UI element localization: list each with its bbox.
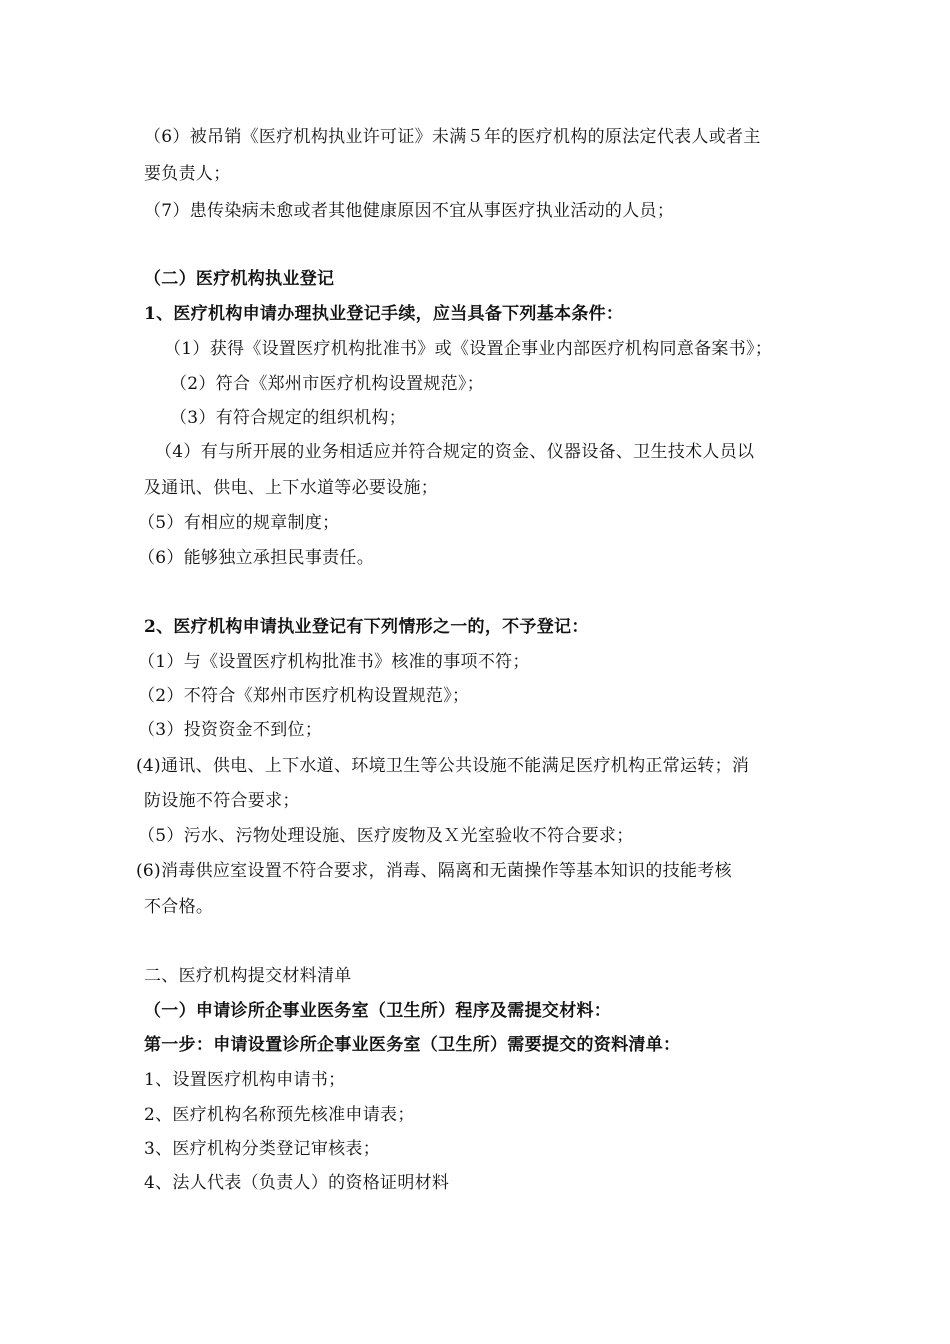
step-title: 第一步：申请设置诊所企事业医务室（卫生所）需要提交的资料清单：: [144, 1035, 681, 1055]
list-item: 1、设置医疗机构申请书；: [144, 1070, 346, 1090]
list-item: 防设施不符合要求；: [144, 791, 300, 811]
section-heading: （二）医疗机构执业登记: [144, 269, 335, 289]
list-item: （3）有符合规定的组织机构；: [170, 408, 407, 428]
list-item: （5）有相应的规章制度；: [138, 513, 340, 533]
list-item: （5）污水、污物处理设施、医疗废物及Ｘ光室验收不符合要求；: [138, 826, 634, 846]
subsection-title: 2、医疗机构申请执业登记有下列情形之一的，不予登记：: [144, 617, 589, 637]
list-item: （2）符合《郑州市医疗机构设置规范》；: [170, 374, 485, 394]
list-item: （1）获得《设置医疗机构批准书》或《设置企事业内部医疗机构同意备案书》；: [164, 339, 773, 359]
paragraph-line: 要负责人；: [144, 164, 231, 184]
list-item: （1）与《设置医疗机构批准书》核准的事项不符；: [138, 652, 530, 672]
subsection-title: 1、医疗机构申请办理执业登记手续，应当具备下列基本条件：: [144, 304, 624, 324]
list-item: 及通讯、供电、上下水道等必要设施；: [144, 478, 439, 498]
list-item: 4、法人代表（负责人）的资格证明材料: [144, 1173, 450, 1193]
list-item: （4）有与所开展的业务相适应并符合规定的资金、仪器设备、卫生技术人员以: [155, 442, 755, 462]
list-item: 3、医疗机构分类登记审核表；: [144, 1139, 381, 1159]
subsection-title: （一）申请诊所企事业医务室（卫生所）程序及需提交材料：: [144, 1001, 612, 1021]
list-item: 不合格。: [144, 897, 214, 917]
paragraph-line: （6）被吊销《医疗机构执业许可证》未满５年的医疗机构的原法定代表人或者主: [144, 127, 761, 147]
list-item: （3）投资资金不到位；: [138, 720, 323, 740]
list-item: （6）能够独立承担民事责任。: [138, 548, 375, 568]
section-heading: 二、医疗机构提交材料清单: [144, 966, 352, 986]
list-item: (4)通讯、供电、上下水道、环境卫生等公共设施不能满足医疗机构正常运转；消: [136, 756, 750, 776]
list-item: （2）不符合《郑州市医疗机构设置规范》；: [138, 686, 470, 706]
list-item: (6)消毒供应室设置不符合要求，消毒、隔离和无菌操作等基本知识的技能考核: [136, 861, 732, 881]
paragraph-line: （7）患传染病未愈或者其他健康原因不宜从事医疗执业活动的人员；: [144, 201, 675, 221]
list-item: 2、医疗机构名称预先核准申请表；: [144, 1105, 415, 1125]
